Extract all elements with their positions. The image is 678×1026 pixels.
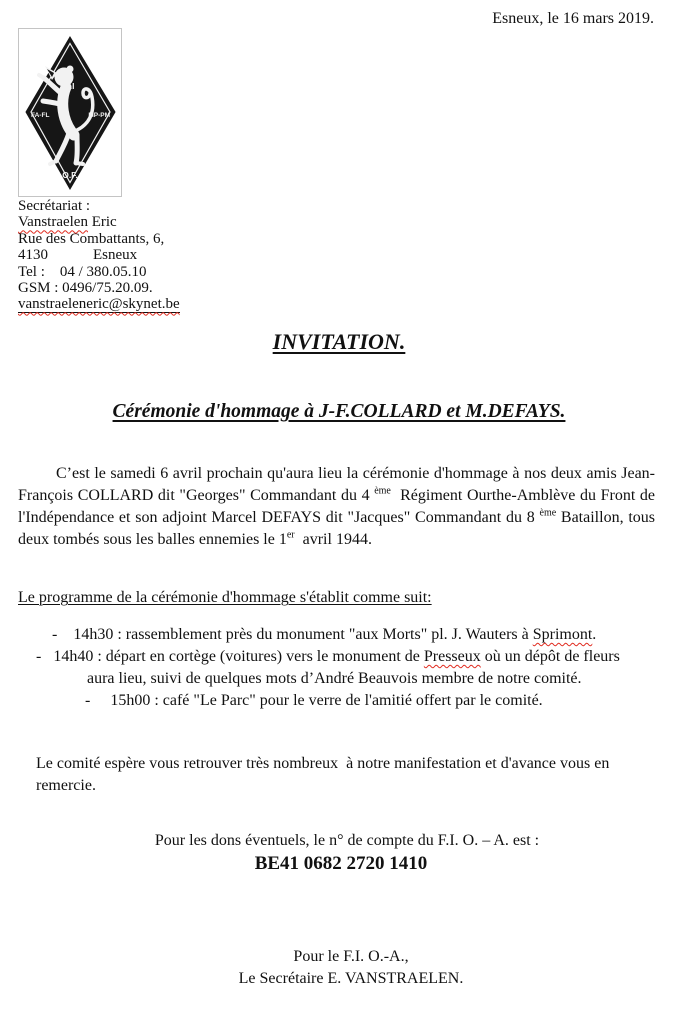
intro-paragraph xyxy=(18,463,660,551)
ordinal-superscript: ème xyxy=(374,485,391,497)
date-line: Esneux, le 16 mars 2019. xyxy=(492,10,654,27)
intro-part-4: avril 1944. xyxy=(294,531,372,548)
intro-part-2: Régiment Ourthe-Amblève du Front de l'Indépendance et son adjoint Marcel DEFAYS dit "Jacques" Commandant du 8 xyxy=(18,487,660,526)
logo-label-bottom: O.F. xyxy=(62,170,78,180)
intro-part-1: C’est le samedi 6 avril prochain qu'aura lieu la cérémonie d'hommage à nos deux amis Jean-François COLLARD dit "Georges" Commandant du 4 xyxy=(18,465,655,504)
logo-label-left: FA-FL xyxy=(31,112,50,119)
secretariat-name-flagged: Vanstraelen xyxy=(18,214,88,231)
program-item-3: - 15h00 : café "Le Parc" pour le verre de l'amitié offert par le comité. xyxy=(85,692,543,709)
flagged-word-sprimont: Sprimont xyxy=(532,626,593,643)
phone-line: Tel : 04 / 380.05.10 xyxy=(18,263,147,280)
logo-label-top: F.I xyxy=(65,81,75,91)
organization-logo xyxy=(18,28,122,197)
secretariat-name xyxy=(18,214,180,230)
address-line-1: Rue des Combattants, 6, xyxy=(18,230,165,247)
signature-block xyxy=(12,946,678,990)
program-item-2-continuation: aura lieu, suivi de quelques mots d’André Beauvois membre de notre comité. xyxy=(87,670,582,687)
invitation-title: INVITATION. xyxy=(272,329,406,354)
closing-paragraph: Le comité espère vous retrouver très nombreux à notre manifestation et d'avance vous en remercie. xyxy=(36,755,614,794)
signature-line-2: Le Secrétaire E. VANSTRAELEN. xyxy=(238,970,464,987)
lion-diamond-emblem xyxy=(19,29,121,196)
logo-label-right: MP-PM xyxy=(88,112,110,119)
program-item-2: - 14h40 : départ en cortège (voitures) vers le monument de Presseux où un dépôt de fleurs xyxy=(36,648,620,665)
program-item-1: - 14h30 : rassemblement près du monument "aux Morts" pl. J. Wauters à Sprimont. xyxy=(52,626,597,643)
secretariat-block xyxy=(18,198,180,313)
ordinal-superscript: er xyxy=(286,529,295,541)
donation-line: Pour les dons éventuels, le n° de compte du F.I. O. – A. est : xyxy=(154,832,540,849)
ceremony-subtitle: Cérémonie d'hommage à J-F.COLLARD et M.DEFAYS. xyxy=(112,401,566,422)
address-line-2: 4130 Esneux xyxy=(18,247,138,264)
gsm-line: GSM : 0496/75.20.09. xyxy=(18,280,153,297)
secretariat-name-rest: Eric xyxy=(87,214,117,231)
email-link[interactable]: vanstraeleneric@skynet.be xyxy=(18,296,180,313)
ordinal-superscript: ème xyxy=(539,507,557,519)
signature-line-1: Pour le F.I. O.-A., xyxy=(293,948,409,965)
email-line xyxy=(18,296,180,312)
intro-part-3: Bataillon, tous deux tombés sous les balles ennemies le 1 xyxy=(18,509,659,548)
flagged-word-presseux: Presseux xyxy=(423,648,481,665)
secretariat-label: Secrétariat : xyxy=(18,198,91,214)
program-heading: Le programme de la cérémonie d'hommage s'établit comme suit: xyxy=(18,589,432,606)
account-number: BE41 0682 2720 1410 xyxy=(254,853,428,874)
